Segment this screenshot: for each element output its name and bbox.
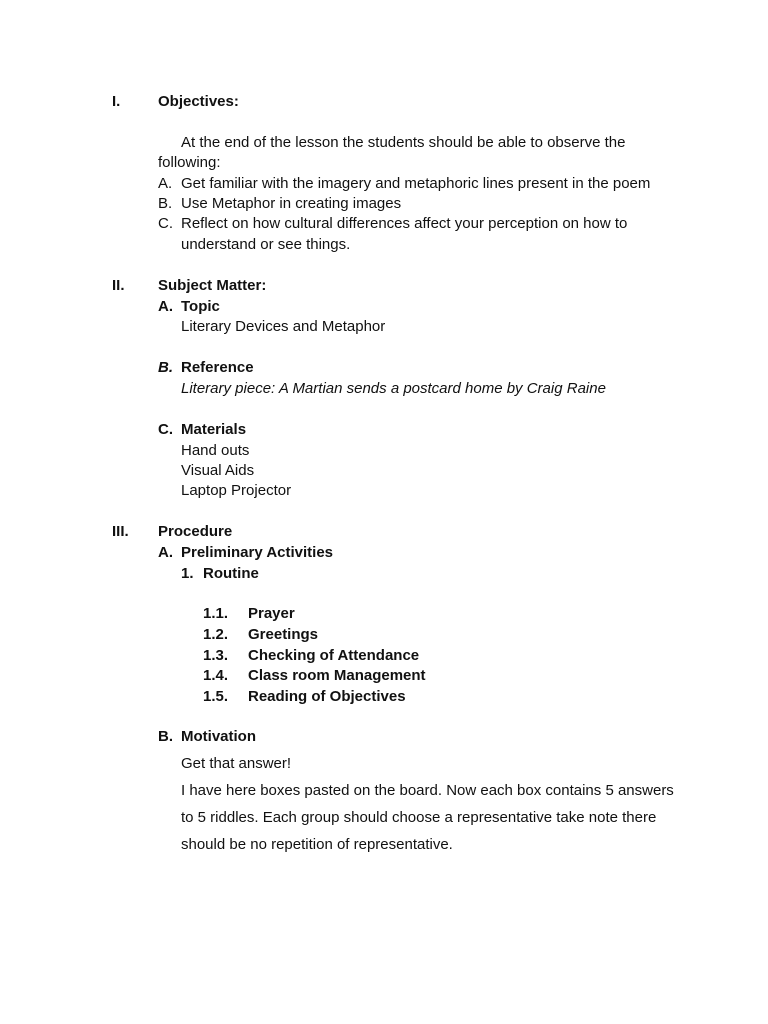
routine-item: Reading of Objectives (248, 688, 406, 705)
routine-item: Checking of Attendance (248, 647, 420, 664)
routine-item-number: 1.4. (203, 667, 229, 684)
routine-number: 1. (181, 565, 194, 582)
routine-item-number: 1.1. (203, 605, 229, 622)
objective-item: Get familiar with the imagery and metaphoric lines present in the poem (181, 175, 651, 192)
motivation-line: should be no repetition of representative. (181, 836, 453, 853)
routine-item: Prayer (248, 605, 295, 622)
reference-value: Literary piece: A Martian sends a postcard home by Craig Raine (181, 380, 606, 397)
motivation-line: I have here boxes pasted on the board. Now each box contains 5 answers (181, 782, 674, 799)
motivation-letter: B. (158, 728, 173, 745)
section-numeral: II. (112, 277, 125, 294)
motivation-label: Motivation (181, 728, 256, 745)
objective-letter: A. (158, 175, 173, 192)
objectives-intro-continued: following: (158, 154, 221, 171)
objective-letter: B. (158, 195, 173, 212)
routine-label: Routine (203, 565, 259, 582)
reference-label: Reference (181, 359, 254, 376)
materials-item: Visual Aids (181, 462, 255, 479)
objectives-intro: At the end of the lesson the students should be able to observe the (181, 134, 626, 151)
topic-label: Topic (181, 298, 220, 315)
materials-label: Materials (181, 421, 247, 438)
materials-item: Laptop Projector (181, 482, 292, 499)
section-heading-procedure: Procedure (158, 523, 233, 540)
materials-letter: C. (158, 421, 173, 438)
preliminary-letter: A. (158, 544, 173, 561)
objective-item-continued: understand or see things. (181, 236, 351, 253)
section-heading-subject-matter: Subject Matter: (158, 277, 267, 294)
routine-item-number: 1.3. (203, 647, 229, 664)
routine-item: Class room Management (248, 667, 426, 684)
routine-item-number: 1.5. (203, 688, 229, 705)
section-numeral: III. (112, 523, 129, 540)
topic-letter: A. (158, 298, 173, 315)
materials-item: Hand outs (181, 442, 250, 459)
section-heading-objectives: Objectives: (158, 93, 239, 110)
objective-item: Use Metaphor in creating images (181, 195, 402, 212)
preliminary-label: Preliminary Activities (181, 544, 334, 561)
motivation-line: to 5 riddles. Each group should choose a representative take note there (181, 809, 657, 826)
topic-value: Literary Devices and Metaphor (181, 318, 386, 335)
section-numeral: I. (112, 93, 121, 110)
routine-item: Greetings (248, 626, 319, 643)
routine-item-number: 1.2. (203, 626, 229, 643)
objective-item: Reflect on how cultural differences affect your perception on how to (181, 215, 628, 232)
motivation-line: Get that answer! (181, 755, 292, 772)
objective-letter: C. (158, 215, 173, 232)
reference-letter: B. (158, 359, 173, 376)
